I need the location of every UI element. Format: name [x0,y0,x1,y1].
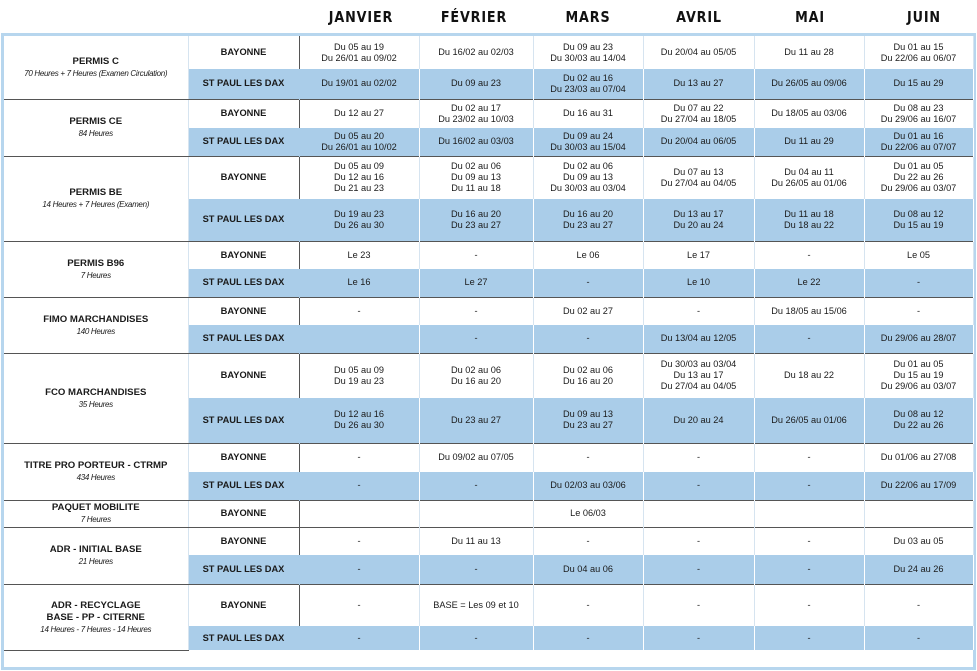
date-cell: Du 18 au 22 [754,353,864,398]
city-label: BAYONNE [188,99,299,128]
city-label: BAYONNE [188,500,299,527]
date-cell: Du 13 au 27 [643,69,754,99]
date-cell: Du 23 au 27 [419,398,533,443]
course-row [4,353,973,398]
course-name: ADR - RECYCLAGE BASE - PP - CITERNE [46,599,145,623]
schedule-table [4,36,974,651]
date-cell: - [643,555,754,584]
date-cell: - [299,555,419,584]
date-cell: Du 08 au 12 Du 15 au 19 [864,199,973,241]
city-label: ST PAUL LES DAX [188,199,299,241]
course-row [4,297,973,325]
course-hours: 434 Heures [76,473,115,482]
date-cell: Du 20/04 au 05/05 [643,36,754,69]
course-row [4,584,973,626]
date-cell: Le 10 [643,269,754,297]
month-label: MARS [565,8,611,26]
date-cell: - [754,527,864,555]
city-label: BAYONNE [188,156,299,199]
course-hours: 84 Heures [78,129,113,138]
course-name-cell [4,156,188,241]
city-label: BAYONNE [188,241,299,269]
date-cell: Du 02/03 au 03/06 [533,472,643,500]
date-cell: Du 02 au 06 Du 16 au 20 [419,353,533,398]
course-hours: 70 Heures + 7 Heures (Examen Circulation) [24,68,168,78]
date-cell: Du 26/05 au 01/06 [754,398,864,443]
date-cell: - [533,443,643,472]
course-name: ADR - INITIAL BASE [49,544,142,555]
date-cell: Du 08 au 23 Du 29/06 au 16/07 [864,99,973,128]
date-cell: Du 16 au 20 Du 23 au 27 [419,199,533,241]
date-cell: Du 30/03 au 03/04 Du 13 au 17 Du 27/04 au 04/05 [643,353,754,398]
date-cell: Le 17 [643,241,754,269]
course-row [4,527,973,555]
city-label: ST PAUL LES DAX [188,69,299,99]
city-label: ST PAUL LES DAX [188,472,299,500]
date-cell: Du 11 au 18 Du 18 au 22 [754,199,864,241]
course-hours: 35 Heures [78,399,113,409]
date-cell: Du 18/05 au 15/06 [754,297,864,325]
date-cell: Du 12 au 27 [299,99,419,128]
course-name-cell [4,353,188,443]
date-cell: Le 06/03 [533,500,643,527]
course-hours: 7 Heures [80,515,111,524]
date-cell: Du 22/06 au 17/09 [864,472,973,500]
date-cell: Du 09 au 23 [419,69,533,99]
date-cell: Du 13/04 au 12/05 [643,325,754,353]
date-cell: - [864,269,973,297]
course-hours: 21 Heures [78,557,113,566]
date-cell [643,500,754,527]
course-name: PERMIS CE [69,116,123,127]
date-cell: Du 20 au 24 [643,398,754,443]
course-name-cell [4,443,188,500]
date-cell: - [299,584,419,626]
date-cell: - [419,297,533,325]
date-cell: Du 05 au 19 Du 26/01 au 09/02 [299,36,419,69]
date-cell: - [299,527,419,555]
course-name: FCO MARCHANDISES [45,386,147,398]
date-cell: BASE = Les 09 et 10 [419,584,533,626]
date-cell: - [419,626,533,650]
date-cell: Du 29/06 au 28/07 [864,325,973,353]
course-name: PERMIS BE [69,187,123,198]
date-cell: - [864,297,973,325]
course-name: FIMO MARCHANDISES [43,313,149,325]
course-row [4,241,973,269]
month-header [0,0,977,34]
date-cell [419,500,533,527]
date-cell: Du 19/01 au 02/02 [299,69,419,99]
date-cell: Du 09/02 au 07/05 [419,443,533,472]
course-row [4,443,973,472]
course-row [4,99,973,128]
city-label: BAYONNE [188,36,299,69]
city-label: BAYONNE [188,443,299,472]
date-cell [299,325,419,353]
date-cell: - [299,626,419,650]
date-cell: Le 05 [864,241,973,269]
date-cell: - [643,626,754,650]
date-cell: Du 09 au 13 Du 23 au 27 [533,398,643,443]
city-label: BAYONNE [188,297,299,325]
course-name-cell [4,241,188,297]
date-cell: - [864,584,973,626]
date-cell: - [533,584,643,626]
date-cell: Du 19 au 23 Du 26 au 30 [299,199,419,241]
month-label: FÉVRIER [440,8,508,26]
course-hours: 140 Heures [76,326,115,336]
date-cell: Du 09 au 23 Du 30/03 au 14/04 [533,36,643,69]
city-label: ST PAUL LES DAX [188,398,299,443]
date-cell: Du 02 au 16 Du 23/03 au 07/04 [533,69,643,99]
date-cell: - [299,297,419,325]
date-cell: Du 07 au 22 Du 27/04 au 18/05 [643,99,754,128]
date-cell: - [643,584,754,626]
course-name: PAQUET MOBILITE [51,502,140,513]
date-cell: - [754,472,864,500]
date-cell [299,500,419,527]
date-cell: Du 05 au 09 Du 19 au 23 [299,353,419,398]
date-cell: Du 16/02 au 03/03 [419,128,533,156]
date-cell: - [419,472,533,500]
date-cell: - [754,555,864,584]
date-cell: Du 04 au 11 Du 26/05 au 01/06 [754,156,864,199]
course-hours: 14 Heures - 7 Heures - 14 Heures [40,624,152,634]
course-name: PERMIS C [72,55,119,67]
date-cell: Du 02 au 06 Du 09 au 13 Du 30/03 au 03/04 [533,156,643,199]
date-cell: Du 08 au 12 Du 22 au 26 [864,398,973,443]
date-cell: Le 27 [419,269,533,297]
date-cell: Du 26/05 au 09/06 [754,69,864,99]
course-name-cell [4,500,188,527]
course-row [4,36,973,69]
date-cell: - [643,297,754,325]
date-cell: - [754,241,864,269]
date-cell: Du 16/02 au 02/03 [419,36,533,69]
date-cell: Du 01 au 15 Du 22/06 au 06/07 [864,36,973,69]
date-cell: Du 11 au 29 [754,128,864,156]
date-cell: - [643,472,754,500]
date-cell: Du 03 au 05 [864,527,973,555]
city-label: ST PAUL LES DAX [188,128,299,156]
date-cell: - [864,626,973,650]
date-cell: Du 04 au 06 [533,555,643,584]
date-cell [754,500,864,527]
date-cell: Du 16 au 31 [533,99,643,128]
date-cell: Du 16 au 20 Du 23 au 27 [533,199,643,241]
course-name-cell [4,527,188,584]
course-name-cell [4,297,188,353]
course-name-cell [4,584,188,650]
date-cell: - [754,626,864,650]
date-cell: Du 02 au 06 Du 09 au 13 Du 11 au 18 [419,156,533,199]
course-hours: 7 Heures [80,270,111,280]
course-row [4,156,973,199]
date-cell: Du 09 au 24 Du 30/03 au 15/04 [533,128,643,156]
date-cell: - [299,443,419,472]
date-cell: - [419,555,533,584]
month-label: AVRIL [676,8,722,26]
date-cell: - [533,269,643,297]
city-label: ST PAUL LES DAX [188,269,299,297]
date-cell: Le 06 [533,241,643,269]
city-label: ST PAUL LES DAX [188,325,299,353]
date-cell: Du 12 au 16 Du 26 au 30 [299,398,419,443]
date-cell: Du 11 au 28 [754,36,864,69]
date-cell: Du 07 au 13 Du 27/04 au 04/05 [643,156,754,199]
date-cell: - [533,626,643,650]
course-name: TITRE PRO PORTEUR - CTRMP [24,460,168,471]
city-label: BAYONNE [188,527,299,555]
date-cell: Le 16 [299,269,419,297]
course-name: PERMIS B96 [67,257,125,269]
date-cell: - [643,527,754,555]
date-cell: Du 20/04 au 06/05 [643,128,754,156]
date-cell: Du 01 au 05 Du 15 au 19 Du 29/06 au 03/07 [864,353,973,398]
date-cell [864,500,973,527]
date-cell: - [419,325,533,353]
date-cell: - [419,241,533,269]
date-cell: - [754,584,864,626]
date-cell: Le 22 [754,269,864,297]
date-cell: Du 05 au 20 Du 26/01 au 10/02 [299,128,419,156]
date-cell: - [643,443,754,472]
date-cell: Du 02 au 06 Du 16 au 20 [533,353,643,398]
course-name-cell [4,99,188,156]
city-label: ST PAUL LES DAX [188,555,299,584]
month-label: MAI [795,8,825,26]
date-cell: Du 18/05 au 03/06 [754,99,864,128]
date-cell: - [533,325,643,353]
date-cell: Du 05 au 09 Du 12 au 16 Du 21 au 23 [299,156,419,199]
course-row [4,500,973,527]
city-label: BAYONNE [188,353,299,398]
date-cell: Du 24 au 26 [864,555,973,584]
date-cell: - [754,325,864,353]
city-label: BAYONNE [188,584,299,626]
date-cell: Du 02 au 27 [533,297,643,325]
date-cell: Du 01/06 au 27/08 [864,443,973,472]
course-hours: 14 Heures + 7 Heures (Examen) [42,200,150,209]
date-cell: Du 01 au 05 Du 22 au 26 Du 29/06 au 03/07 [864,156,973,199]
date-cell: Du 13 au 17 Du 20 au 24 [643,199,754,241]
date-cell: Du 11 au 13 [419,527,533,555]
date-cell: Du 02 au 17 Du 23/02 au 10/03 [419,99,533,128]
date-cell: - [299,472,419,500]
course-name-cell [4,36,188,99]
date-cell: - [754,443,864,472]
schedule-frame [1,33,976,670]
month-label: JUIN [907,8,941,26]
city-label: ST PAUL LES DAX [188,626,299,650]
month-label: JANVIER [328,8,394,26]
date-cell: - [533,527,643,555]
date-cell: Du 01 au 16 Du 22/06 au 07/07 [864,128,973,156]
date-cell: Le 23 [299,241,419,269]
date-cell: Du 15 au 29 [864,69,973,99]
